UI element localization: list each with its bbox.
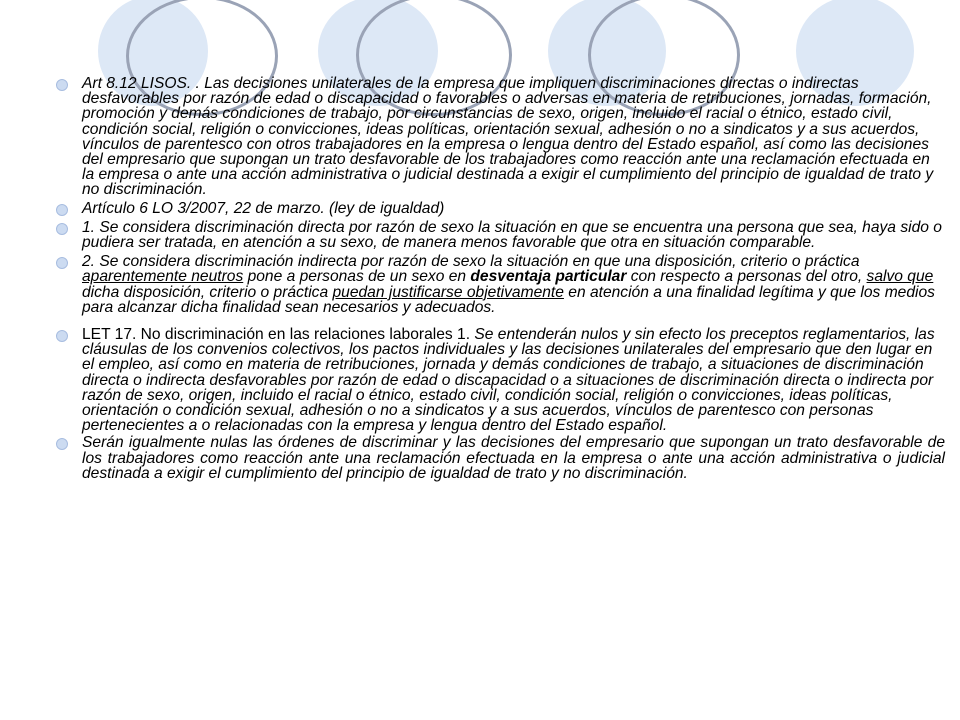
let-17-text: Se entenderán nulos y sin efecto los preceptos reglamentarios, las cláusulas de los convenios colectivos, los pactos individuales y las decisiones unilaterales del empresario que den lugar en el empleo, así como en materia de retribuciones, jornada y demás condiciones de trabajo, a situaciones de discriminación directa o indirecta desfavorables por razón de edad o discapacidad o a situaciones de discriminación directa o indirecta por razón de sexo, origen, incluido el racial o étnico, estado civil, condición social, religión o convicciones, ideas políticas, orientación o condición sexual, adhesión o no a sindicatos y a sus acuerdos, vínculos de parentesco con personas pertenecientes a o relacionadas con la empresa y lengua dentro del Estado español. bbox=[82, 326, 935, 435]
bullet-icon bbox=[56, 257, 68, 269]
bullet-lisos bbox=[50, 76, 945, 198]
nulas-text: Serán igualmente nulas las órdenes de discriminar y las decisiones del empresario que supongan un trato desfavorable de los trabajadores como reacción ante una reclamación efectuada en la empresa o ante una acción administrativa o judicial destinada a exigir el cumplimiento del principio de igualdad de trato y no discriminación. bbox=[82, 434, 945, 482]
bullet-icon bbox=[56, 223, 68, 235]
indirecta-underline-1: aparentemente neutros bbox=[82, 268, 244, 286]
indirecta-text-2: pone a personas de un sexo en bbox=[243, 268, 471, 286]
indirecta-underline-3: puedan justificarse objetivamente bbox=[332, 283, 564, 301]
indirecta-bold-1: desventaja particular bbox=[470, 268, 627, 286]
lisos-text: Art 8.12 LISOS. . Las decisiones unilaterales de la empresa que impliquen discriminaciones directas o indirectas desfavorables por razón de edad o discapacidad o favorables o adversas en materia de retribuciones, jornadas, formación, promoción y demás condiciones de trabajo, por circunstancias de sexo, origen, incluido el racial o étnico, estado civil, condición social, religión o convicciones, ideas políticas, orientación sexual, adhesión o no a sindicatos y a sus acuerdos, vínculos de parentesco con otros trabajadores en la empresa o lengua dentro del Estado español, así como las decisiones del empresario que supongan un trato desfavorable de los trabajadores como reacción ante una reclamación efectuada en la empresa o ante una acción administrativa o judicial destinada a exigir el cumplimiento del principio de igualdad de trato y no discriminación. bbox=[82, 75, 934, 199]
bullet-discriminacion-indirecta bbox=[50, 254, 945, 315]
indirecta-text-1: 2. Se considera discriminación indirecta por razón de sexo la situación en que una disposición, criterio o práctica bbox=[82, 253, 860, 271]
bullet-icon bbox=[56, 330, 68, 342]
bullet-articulo-6 bbox=[50, 201, 945, 216]
indirecta-underline-2: salvo que bbox=[866, 268, 934, 286]
bullet-nulas-ordenes bbox=[50, 435, 945, 481]
bullet-let-17 bbox=[50, 327, 945, 433]
let-17-heading: LET 17. No discriminación en las relaciones laborales 1. bbox=[82, 326, 475, 344]
bullet-icon bbox=[56, 79, 68, 91]
indirecta-text-5: en atención a una finalidad legítima y que los medios para alcanzar dicha finalidad sean necesarios y adecuados. bbox=[82, 283, 935, 316]
directa-text: 1. Se considera discriminación directa por razón de sexo la situación en que se encuentra una persona que sea, haya sido o pudiera ser tratada, en atención a su sexo, de manera menos favorable que otra en situación comparable. bbox=[82, 218, 942, 252]
articulo-6-text: Artículo 6 LO 3/2007, 22 de marzo. (ley de igualdad) bbox=[82, 199, 445, 217]
bullet-icon bbox=[56, 204, 68, 216]
indirecta-text-4: dicha disposición, criterio o práctica bbox=[82, 283, 333, 301]
indirecta-text-3: con respecto a personas del otro, bbox=[626, 268, 867, 286]
bullet-discriminacion-directa bbox=[50, 220, 945, 250]
bullet-icon bbox=[56, 438, 68, 450]
content-bullet-list bbox=[50, 76, 945, 481]
